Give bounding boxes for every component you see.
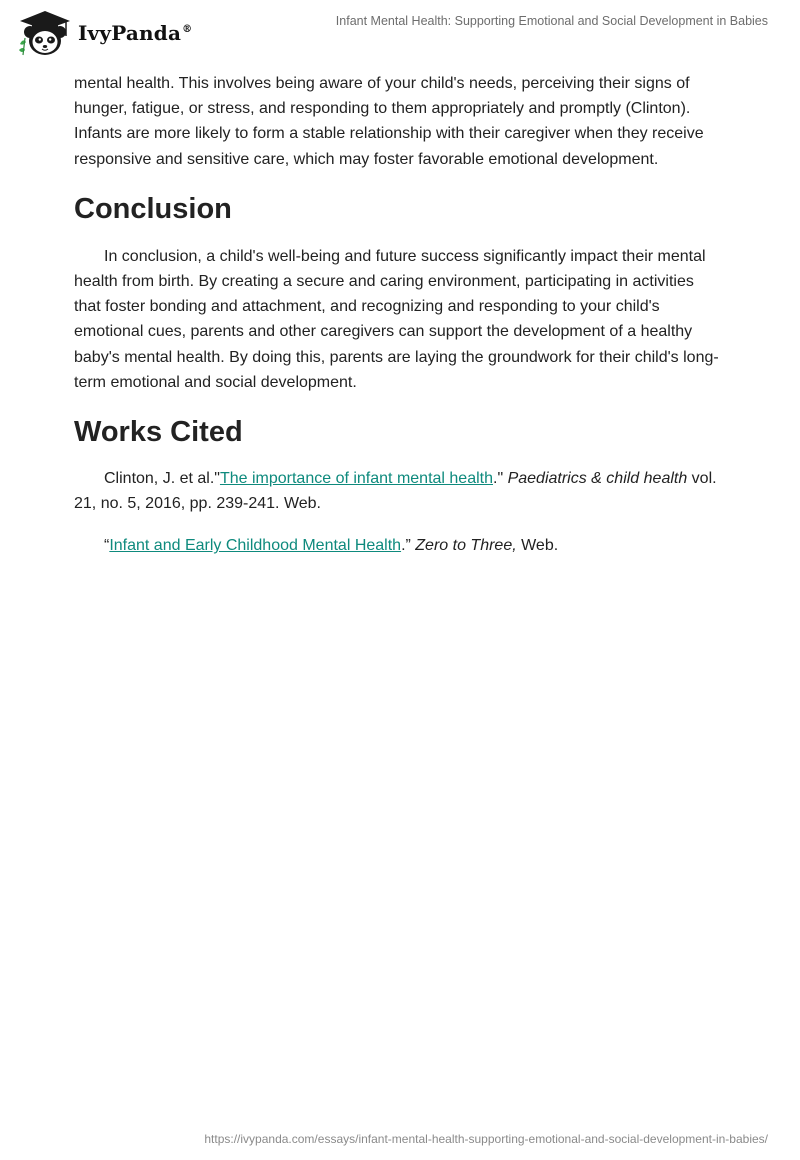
citation-journal: Paediatrics & child health bbox=[507, 470, 688, 488]
essay-content bbox=[74, 71, 724, 576]
intro-paragraph: mental health. This involves being aware of your child's needs, perceiving their signs of hunger, fatigue, or stress, and responding to them appropriately and promptly (Clinton). Infants are more likely to form a stable relationship with their caregiver when they receive responsive and sensitive care, which may foster favorable emotional development. bbox=[74, 75, 704, 168]
citation-link-clinton[interactable]: The importance of infant mental health bbox=[219, 470, 493, 488]
citation-source: Zero to Three, bbox=[415, 537, 517, 555]
document-title: Infant Mental Health: Supporting Emotional and Social Development in Babies bbox=[335, 14, 768, 28]
footer-url[interactable]: https://ivypanda.com/essays/infant-mental-health-supporting-emotional-and-social-development-in-babies/ bbox=[204, 1132, 768, 1146]
conclusion-heading: Conclusion bbox=[74, 192, 232, 225]
ivypanda-logo[interactable] bbox=[14, 8, 192, 58]
citation-link-zero-to-three[interactable]: Infant and Early Childhood Mental Health bbox=[109, 537, 402, 555]
page-header bbox=[0, 0, 800, 64]
citation-clinton: Clinton, J. et al."The importance of infant mental health." Paediatrics & child health vol. 21, no. 5, 2016, pp. 239-241. Web. bbox=[74, 470, 717, 513]
works-cited-heading: Works Cited bbox=[74, 416, 243, 449]
brand-name: IvyPanda® bbox=[78, 21, 193, 45]
conclusion-paragraph: In conclusion, a child's well-being and future success significantly impact their mental health from birth. By creating a secure and caring environment, participating in activities that foster bonding and attachment, and recognizing and responding to your child's emotional cues, parents and other caregivers can support the development of a healthy baby's mental health. By doing this, parents are laying the groundwork for their child's long-term emotional and social development. bbox=[74, 247, 719, 391]
panda-graduate-icon bbox=[14, 8, 76, 58]
citation-zero-to-three: “Infant and Early Childhood Mental Health.” Zero to Three, Web. bbox=[104, 537, 559, 555]
